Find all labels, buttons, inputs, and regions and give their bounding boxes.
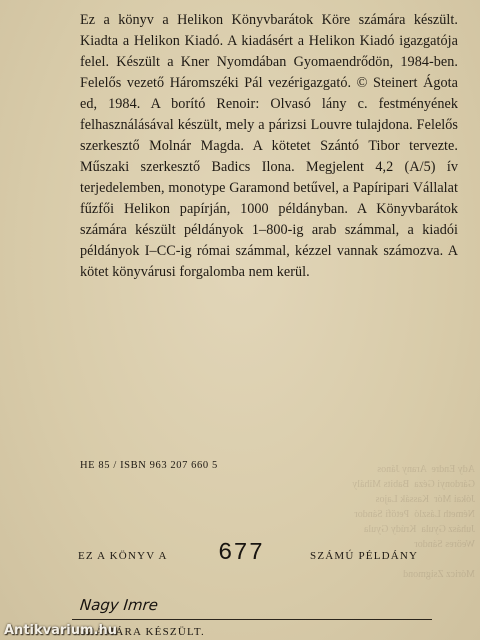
- show-through-text: Ady Endre Arany János Gárdonyi Géza Babits Mihály Jókai Mór Kassák Lajos Németh László Petőfi Sándor Juhász Gyula Krúdy Gyula Weöres Sándor Móricz Zsigmond: [352, 464, 475, 580]
- isbn-line: HE 85 / ISBN 963 207 660 5: [80, 460, 218, 471]
- owner-name: Nagy Imre: [79, 596, 159, 614]
- made-for-label: SZÁMÁRA KÉSZÜLT.: [80, 626, 205, 638]
- copy-number-row: [78, 540, 458, 568]
- watermark-logo: Antikvarium.hu: [4, 623, 117, 638]
- copy-number: 677: [218, 540, 265, 567]
- copy-number-suffix: SZÁMÚ PÉLDÁNY: [310, 550, 419, 562]
- owner-underline: [72, 619, 432, 620]
- copy-number-prefix: EZ A KÖNYV A: [78, 550, 168, 562]
- colophon-text: Ez a könyv a Helikon Könyvbarátok Köre számára készült. Kiadta a Helikon Kiadó. A kiadásért a Helikon Kiadó igazgatója felel. Készült a Kner Nyomdában Gyomaendrődön, 1984-ben. Felelős vezető Háromszéki Pál vezérigazgató. © Steinert Ágota ed, 1984. A borító Renoir: Olvasó lány c. festményének felhasználásával készült, mely a párizsi Louvre tulajdona. Felelős szerkesztő Molnár Magda. A kötetet Szántó Tibor tervezte. Műszaki szerkesztő Badics Ilona. Megjelent 4,2 (A/5) ív terjedelemben, monotype Garamond betűvel, a Papíripari Vállalat fűzfői Helikon papírján, 1000 példányban. A Könyvbarátok számára készült példányok 1–800-ig arab számmal, a kiadói példányok I–CC-ig római számmal, kézzel vannak számozva. A kötet könyvárusi forgalomba nem kerül.: [80, 12, 458, 280]
